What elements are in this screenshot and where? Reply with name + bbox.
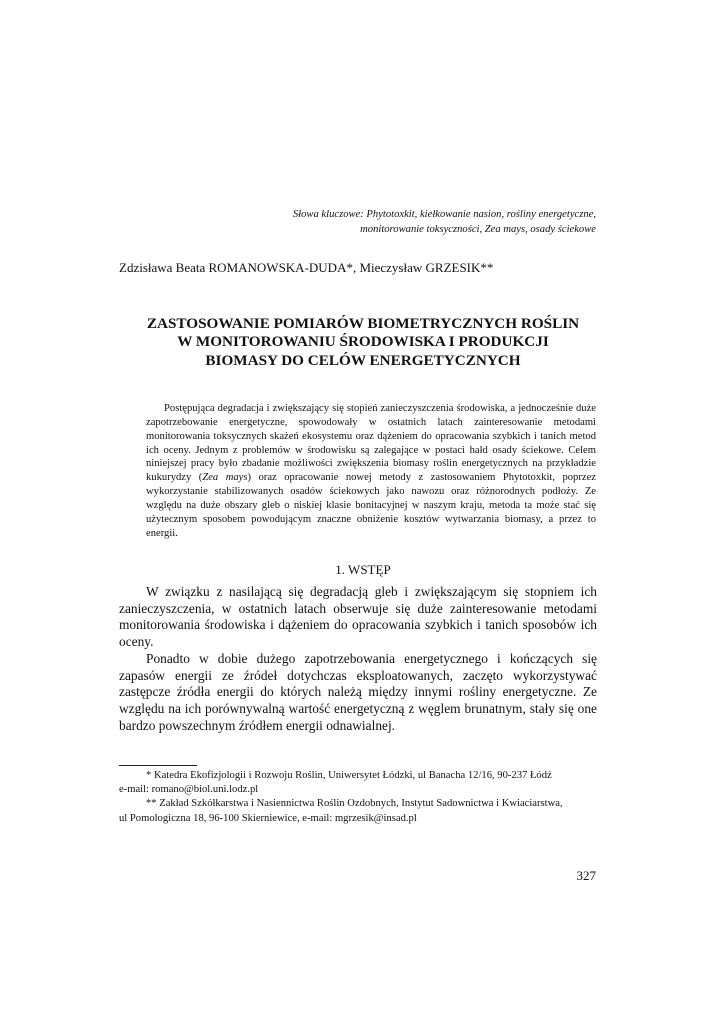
keywords-line-1: Słowa kluczowe: Phytotoxkit, kiełkowanie nasion, rośliny energetyczne, [292, 209, 596, 220]
footnotes [119, 769, 599, 826]
title-line-1: ZASTOSOWANIE POMIARÓW BIOMETRYCZNYCH ROŚLIN [146, 315, 580, 332]
abstract-text-part-2: ) oraz opracowanie nowej metody z zastosowaniem Phytotoxkit, poprzez wykorzystanie stabilizowanych osadów ściekowych jako nawozu oraz różnorodnych podłoży. Ze względu na duże obszary gleb o niskiej klasie bonitacyjnej w naszym kraju, metoda ta może stać się użytecznym sposobem powodującym znaczne obniżenie kosztów wytwarzania biomasy, a przez to energii. [146, 472, 596, 539]
section-body [119, 584, 597, 734]
abstract-species-name: Zea mays [202, 472, 248, 484]
body-paragraph-2: Ponadto w dobie dużego zapotrzebowania energetycznego i kończących się zapasów energii ze źródeł dotychczas eksploatowanych, zaczęto wykorzystywać zastępcze źródła energii do których należą między innymi rośliny energetyczne. Ze względu na ich porównywalną wartość energetyczną z węglem brunatnym, stały się one bardzo powszechnym źródłem energii odnawialnej. [119, 650, 597, 733]
section-heading: 1. WSTĘP [335, 562, 391, 577]
abstract-paragraph [146, 402, 596, 540]
footnote-2-line-2: ul Pomologiczna 18, 96-100 Skierniewice, e-mail: mgrzesik@insad.pl [119, 812, 417, 824]
footnote-2-line-1: ** Zakład Szkółkarstwa i Nasiennictwa Roślin Ozdobnych, Instytut Sadownictwa i Kwiaciarstwa, [146, 798, 563, 810]
keywords-block [176, 208, 596, 237]
abstract [146, 402, 596, 540]
abstract-text-part-1: Postępująca degradacja i zwiększający się stopień zanieczyszczenia środowiska, a jednocześnie duże zapotrzebowanie energetyczne, spowodowały w ostatnich latach zainteresowanie metodami monitorowania toksycznych skażeń ekosystemu oraz dążeniem do opracowania szybkich i tanich metod ich oceny. Jednym z problemów w środowisku są zalegające w postaci hałd osady ściekowe. Celem niniejszej pracy było zbadanie możliwości zwiększenia biomasy roślin energetycznych na przykładzie kukurydzy ( [146, 403, 596, 484]
authors-line: Zdzisława Beata ROMANOWSKA-DUDA*, Mieczysław GRZESIK** [119, 260, 494, 275]
footnote-1-line-1: * Katedra Ekofizjologii i Rozwoju Roślin, Uniwersytet Łódzki, ul Banacha 12/16, 90-237 Łódź [146, 770, 552, 781]
footnote-divider [119, 765, 197, 766]
keywords-line-2: monitorowanie toksyczności, Zea mays, osady ściekowe [360, 223, 596, 235]
paper-title [119, 315, 607, 370]
footnote-1-line-2: e-mail: romano@biol.uni.lodz.pl [119, 784, 259, 796]
body-paragraph-1: W związku z nasilającą się degradacją gleb i zwiększającym się stopniem ich zanieczyszczenia, w ostatnich latach obserwuje się duże zainteresowanie metodami monitorowania środowiska i dążeniem do opracowania szybkich i tanich sposobów ich oceny. [119, 584, 597, 650]
title-line-2: W MONITOROWANIU ŚRODOWISKA I PRODUKCJI [177, 333, 549, 351]
page-number: 327 [576, 868, 596, 883]
title-line-3: BIOMASY DO CELÓW ENERGETYCZNYCH [205, 351, 521, 369]
